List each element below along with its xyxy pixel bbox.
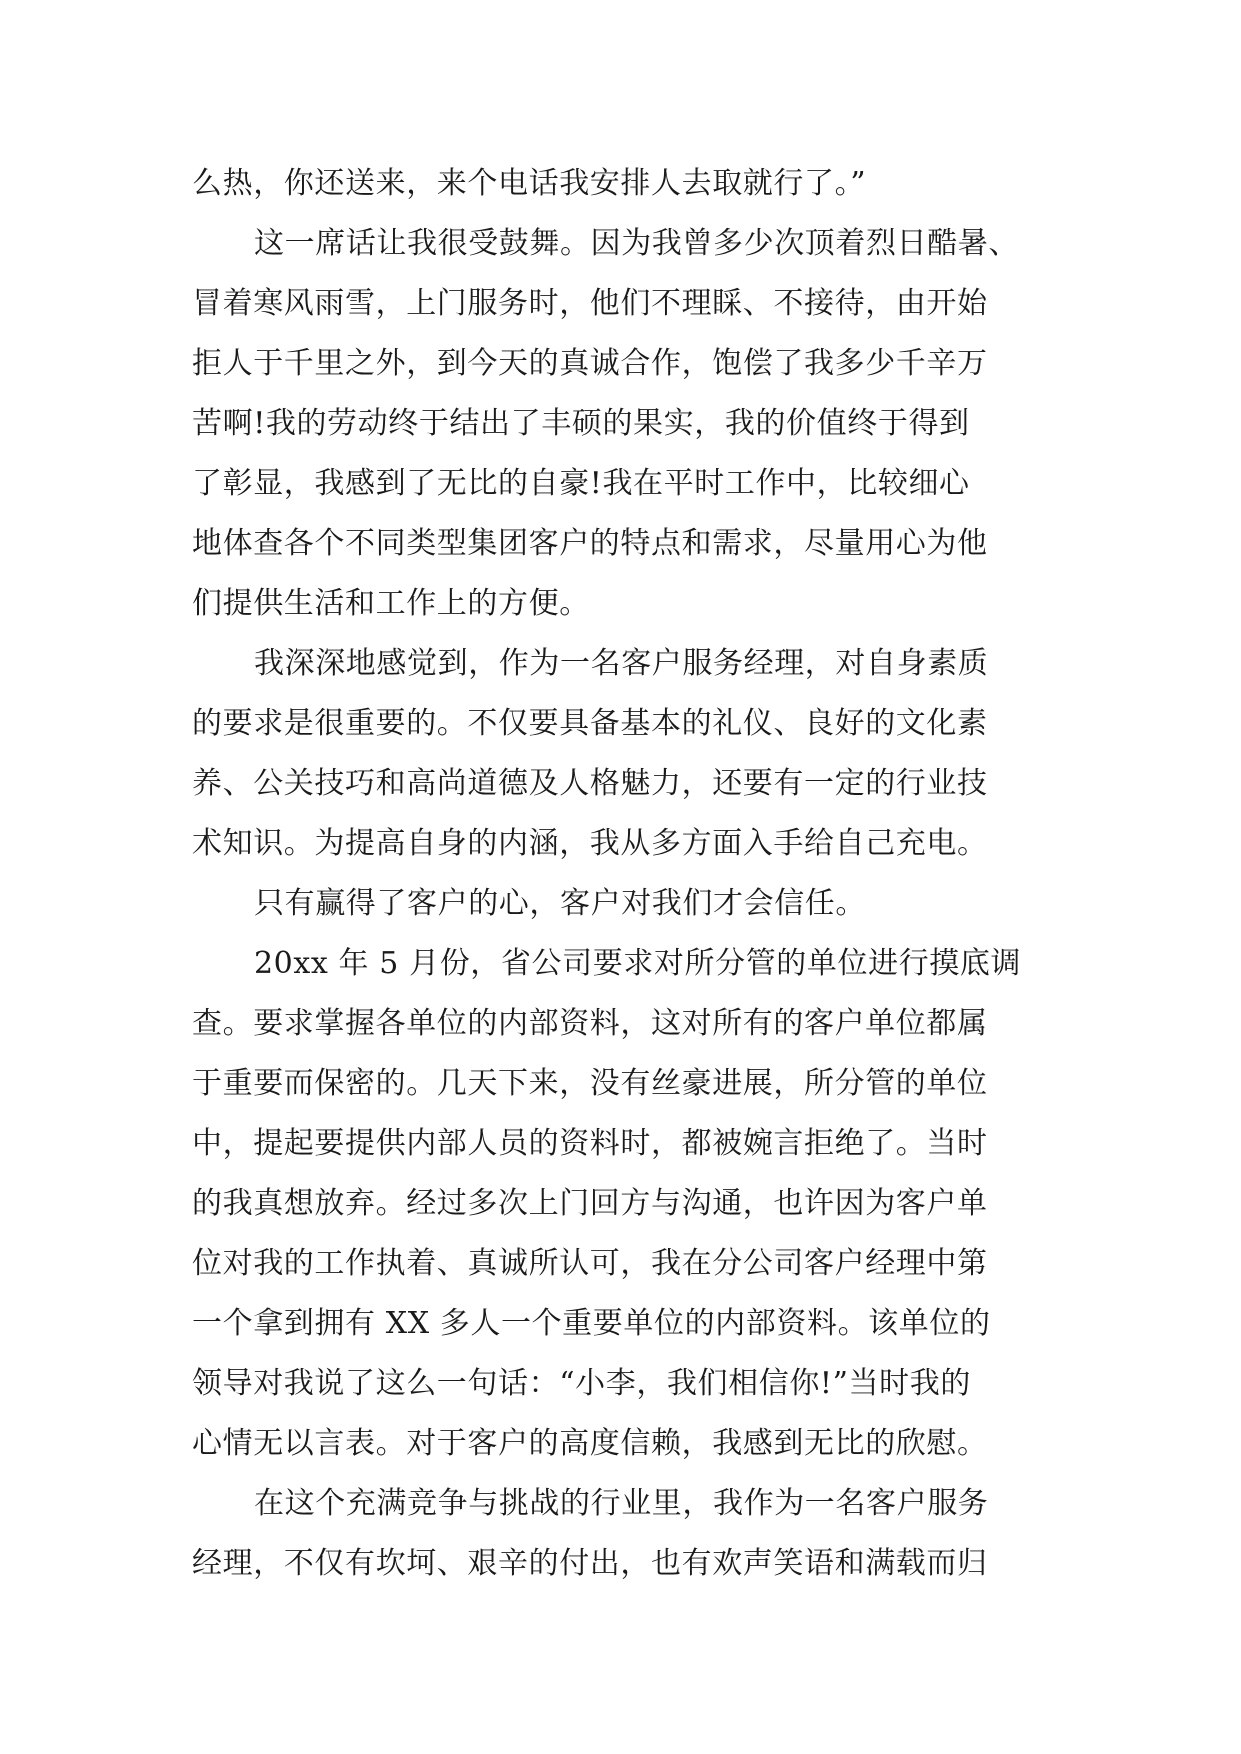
- text-line: 了彰显，我感到了无比的自豪!我在平时工作中，比较细心: [192, 466, 970, 501]
- text-line: 养、公关技巧和高尚道德及人格魅力，还要有一定的行业技: [192, 766, 988, 801]
- text-line: 于重要而保密的。几天下来，没有丝豪进展，所分管的单位: [192, 1066, 988, 1101]
- text-line: 这一席话让我很受鼓舞。因为我曾多少次顶着烈日酷暑、: [254, 226, 1019, 261]
- text-line: 查。要求掌握各单位的内部资料，这对所有的客户单位都属: [192, 1006, 988, 1041]
- text-line: 我深深地感觉到，作为一名客户服务经理，对自身素质: [254, 646, 989, 681]
- text-line: 们提供生活和工作上的方便。: [192, 586, 590, 621]
- text-line: 中，提起要提供内部人员的资料时，都被婉言拒绝了。当时: [192, 1126, 988, 1161]
- text-line: 20xx 年 5 月份，省公司要求对所分管的单位进行摸底调: [254, 946, 1022, 981]
- text-line: 么热，你还送来，来个电话我安排人去取就行了。”: [192, 166, 867, 201]
- text-line: 一个拿到拥有 XX 多人一个重要单位的内部资料。该单位的: [192, 1306, 991, 1341]
- text-line: 在这个充满竞争与挑战的行业里，我作为一名客户服务: [254, 1486, 989, 1521]
- text-line: 苦啊!我的劳动终于结出了丰硕的果实，我的价值终于得到: [192, 406, 970, 441]
- text-line: 领导对我说了这么一句话：“小李，我们相信你!”当时我的: [192, 1366, 971, 1401]
- text-line: 心情无以言表。对于客户的高度信赖，我感到无比的欣慰。: [192, 1426, 988, 1461]
- text-line: 经理，不仅有坎坷、艰辛的付出，也有欢声笑语和满载而归: [192, 1546, 988, 1581]
- text-line: 的我真想放弃。经过多次上门回方与沟通，也许因为客户单: [192, 1186, 988, 1221]
- text-line: 地体查各个不同类型集团客户的特点和需求，尽量用心为他: [192, 526, 988, 561]
- text-line: 术知识。为提高自身的内涵，我从多方面入手给自己充电。: [192, 826, 988, 861]
- text-line: 拒人于千里之外，到今天的真诚合作，饱偿了我多少千辛万: [192, 346, 988, 381]
- text-line: 冒着寒风雨雪，上门服务时，他们不理睬、不接待，由开始: [192, 286, 988, 321]
- text-line: 只有赢得了客户的心，客户对我们才会信任。: [254, 886, 866, 921]
- text-line: 的要求是很重要的。不仅要具备基本的礼仪、良好的文化素: [192, 706, 988, 741]
- text-line: 位对我的工作执着、真诚所认可，我在分公司客户经理中第: [192, 1246, 988, 1281]
